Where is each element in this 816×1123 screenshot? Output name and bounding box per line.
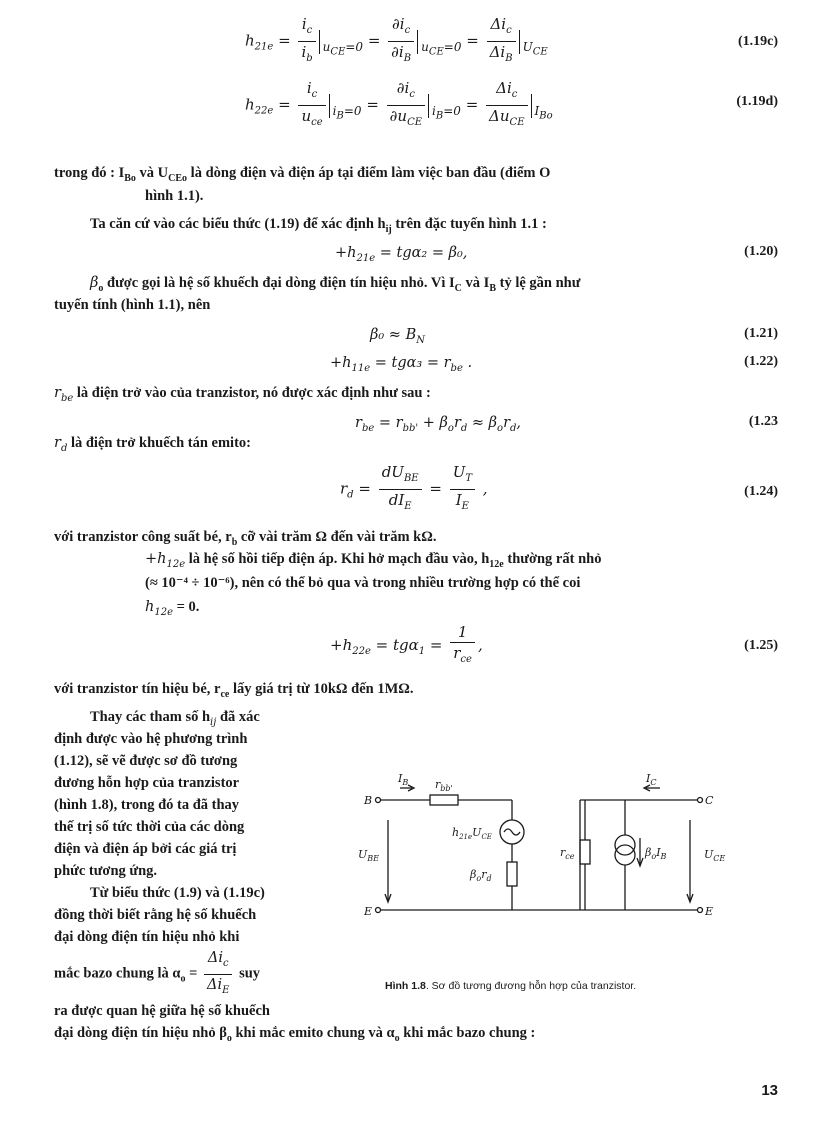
paragraph-text: phức tương ứng. xyxy=(54,863,158,879)
paragraph-text: $r_d$ là điện trở khuếch tán emito: xyxy=(54,435,251,454)
equation-1-21: $\beta_0 \approx B_N$ xyxy=(370,327,425,346)
equation-number: (1.21) xyxy=(744,326,778,341)
rce-label: $r_{ce}$ xyxy=(560,846,575,861)
beta-rd-label: $\beta_or_d$ xyxy=(470,868,492,883)
paragraph-text: đương hỗn hợp của tranzistor xyxy=(54,775,240,791)
equation-1-20: $+h_{21e} = tg\alpha_2 = \beta_0$, xyxy=(335,245,468,264)
equation-number: (1.19c) xyxy=(737,34,778,49)
paragraph-text: $+h_{12e}$ là hệ số hồi tiếp điện áp. Khi hở mạch đầu vào, $h_{12e}$ thường rất nhỏ xyxy=(145,551,602,570)
terminal-e-right-label: E xyxy=(705,905,714,918)
paragraph-text: điện và điện áp bởi các giá trị xyxy=(54,841,237,857)
equation-number: (1.25) xyxy=(744,638,778,653)
terminal-e-left-label: E xyxy=(364,905,373,918)
uce-label: $U_{CE}$ xyxy=(704,848,726,863)
equation-1-22: $+h_{11e} = tg\alpha_3 = r_{be}$ . xyxy=(330,355,473,374)
beta-ib-label: $\beta_oI_B$ xyxy=(645,846,667,861)
ube-label: $U_{BE}$ xyxy=(358,848,379,863)
terminal-c-label: C xyxy=(705,794,714,807)
paragraph-text: với tranzistor tín hiệu bé, $r_{ce}$ lấy giá trị từ 10kΩ đến 1MΩ. xyxy=(54,681,414,700)
paragraph-text: với tranzistor công suất bé, $r_b$ cỡ vài trăm Ω đến vài trăm kΩ. xyxy=(54,529,437,548)
page-number: 13 xyxy=(761,1082,778,1099)
equation-number: (1.23 xyxy=(748,414,778,429)
equation-number: (1.19d) xyxy=(736,94,778,109)
equation-1-19c: $h_{21e}$ = $\frac{i_c}{i_b}$ $u_{CE}=0$ = $\frac{\partial i_c}{\partial i_B}$ $u_{CE}=0$ = $\frac{\Delta i_c}{\Delta i_B}$ $U_{CE}$ xyxy=(245,15,548,64)
paragraph-text: Thay các tham số $h_{ij}$ đã xác xyxy=(90,709,260,728)
equation-1-23: $r_{be} = r_{bb'} + \beta_or_d \approx \beta_or_d$, xyxy=(355,415,522,434)
h21e-source-label: $h_{21e}U_{CE}$ xyxy=(452,826,492,841)
ic-label: $I_C$ xyxy=(646,772,657,787)
terminal-b-label: B xyxy=(364,794,373,807)
equation-number: (1.24) xyxy=(744,484,778,499)
equation-1-24: $r_d$ = $\frac{dU_{BE}}{dI_E}$ = $\frac{U_T}{I_E}$ , xyxy=(340,463,488,512)
paragraph-text: hình 1.1). xyxy=(145,188,204,204)
paragraph-text: mắc bazo chung là $\alpha_o$ = $\frac{\Delta i_c}{\Delta i_E}$ suy xyxy=(54,950,261,996)
paragraph-text: đại dòng điện tín hiệu nhỏ khi xyxy=(54,929,240,945)
rbb-label: $r_{bb'}$ xyxy=(435,778,453,793)
equivalent-circuit-diagram xyxy=(340,760,760,960)
paragraph-text: Từ biểu thức (1.9) và (1.19c) xyxy=(90,885,265,901)
equation-number: (1.22) xyxy=(744,354,778,369)
paragraph-text: (1.12), sẽ vẽ được sơ đồ tương xyxy=(54,753,238,769)
paragraph-text: trong đó : $I_{Bo}$ và $U_{CEo}$ là dòng điện và điện áp tại điểm làm việc ban đầu (điểm O xyxy=(54,165,551,184)
paragraph-text: $r_{be}$ là điện trở vào của tranzistor, nó được xác định như sau : xyxy=(54,385,431,404)
paragraph-text: $\beta_o$ được gọi là hệ số khuếch đại dòng điện tín hiệu nhỏ. Vì $I_C$ và $I_B$ tỷ lệ gần như xyxy=(90,275,581,294)
paragraph-text: (hình 1.8), trong đó ta đã thay xyxy=(54,797,240,813)
paragraph-text: định được vào hệ phương trình xyxy=(54,731,248,747)
paragraph-text: ra được quan hệ giữa hệ số khuếch xyxy=(54,1003,270,1019)
paragraph-text: (≈ 10⁻⁴ ÷ 10⁻⁶), nên có thể bỏ qua và trong nhiều trường hợp có thể coi xyxy=(145,575,581,591)
equation-1-19d: $h_{22e}$ = $\frac{i_c}{u_{ce}}$ $i_B=0$ = $\frac{\partial i_c}{\partial u_{CE}}$ $i_B=0$ = $\frac{\Delta i_c}{\Delta u_{CE}}$ $I_{Bo}$ xyxy=(245,79,553,128)
paragraph-text: thế trị số tức thời của các dòng xyxy=(54,819,245,835)
paragraph-text: đồng thời biết rằng hệ số khuếch xyxy=(54,907,257,923)
paragraph-text: tuyến tính (hình 1.1), nên xyxy=(54,297,211,313)
equation-1-25: $+h_{22e} = tg\alpha_1$ = $\frac{1}{r_{ce}}$ , xyxy=(330,623,483,665)
paragraph-text: đại dòng điện tín hiệu nhỏ $\beta_o$ khi mắc emito chung và $\alpha_o$ khi mắc bazo chung : xyxy=(54,1025,536,1044)
figure-caption: Hình 1.8. Sơ đồ tương đương hỗn hợp của tranzistor. xyxy=(385,980,637,992)
equation-number: (1.20) xyxy=(744,244,778,259)
ib-label: $I_B$ xyxy=(398,772,409,787)
paragraph-text: Ta căn cứ vào các biểu thức (1.19) để xác định $h_{ij}$ trên đặc tuyến hình 1.1 : xyxy=(90,216,547,235)
paragraph-text: $h_{12e} = 0$. xyxy=(145,599,200,618)
